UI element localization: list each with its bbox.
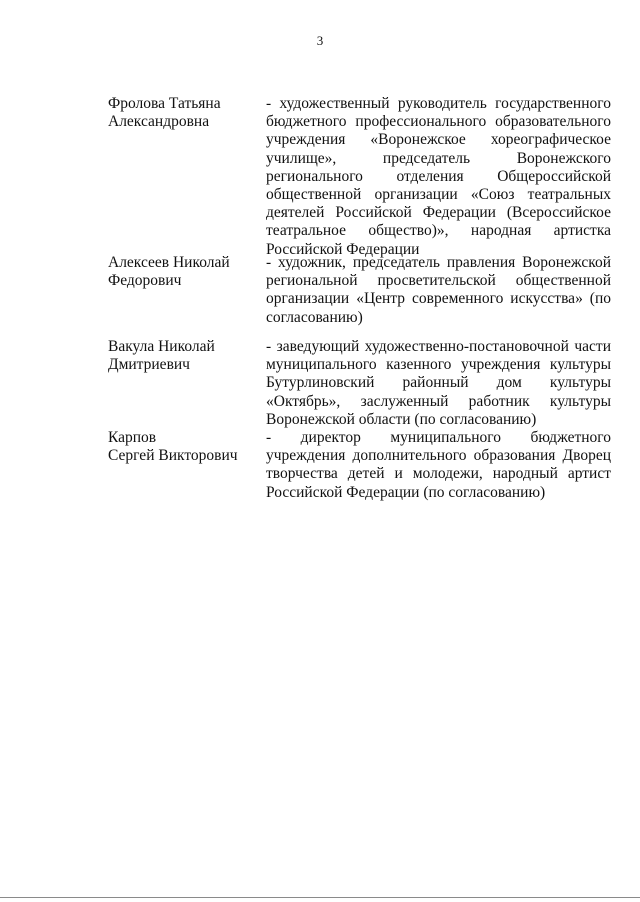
member-description-text: - художественный руководитель государственного бюджетного профессионального образовательного учреждения «Воронежское хореографическое училище», председатель Воронежского регионального отделения Общероссийской общественной организации «Союз театральных деятелей Российской Федерации (Всероссийское театральное общество)», народная артистка Российской Федерации	[266, 95, 611, 258]
member-entry	[108, 95, 611, 258]
member-description	[266, 254, 611, 327]
member-name: Вакула Николай Дмитриевич	[108, 338, 215, 374]
member-description-text: - художник, председатель правления Воронежской региональной просветительской общественной организации «Центр современного искусства» (по согласованию)	[266, 254, 611, 326]
member-entry	[108, 429, 611, 509]
member-description-text: - директор муниципального бюджетного учреждения дополнительного образования Дворец творчества детей и молодежи, народный артист Российской Федерации (по согласованию)	[266, 429, 611, 501]
member-name: Карпов Сергей Викторович	[108, 429, 238, 465]
member-entry	[108, 254, 611, 338]
member-entry	[108, 338, 611, 429]
page-number: 3	[316, 33, 324, 48]
member-name: Алексеев Николай Федорович	[108, 254, 230, 290]
member-description	[266, 95, 611, 259]
member-name: Фролова Татьяна Александровна	[108, 95, 221, 131]
member-list	[108, 95, 611, 509]
member-description	[266, 429, 611, 502]
member-description-text: - заведующий художественно-постановочной части муниципального казенного учреждения культуры Бутурлиновский районный дом культуры «Октябрь», заслуженный работник культуры Воронежской области (по согласованию)	[266, 338, 611, 428]
member-description	[266, 338, 611, 429]
page-bottom-edge	[0, 897, 640, 898]
